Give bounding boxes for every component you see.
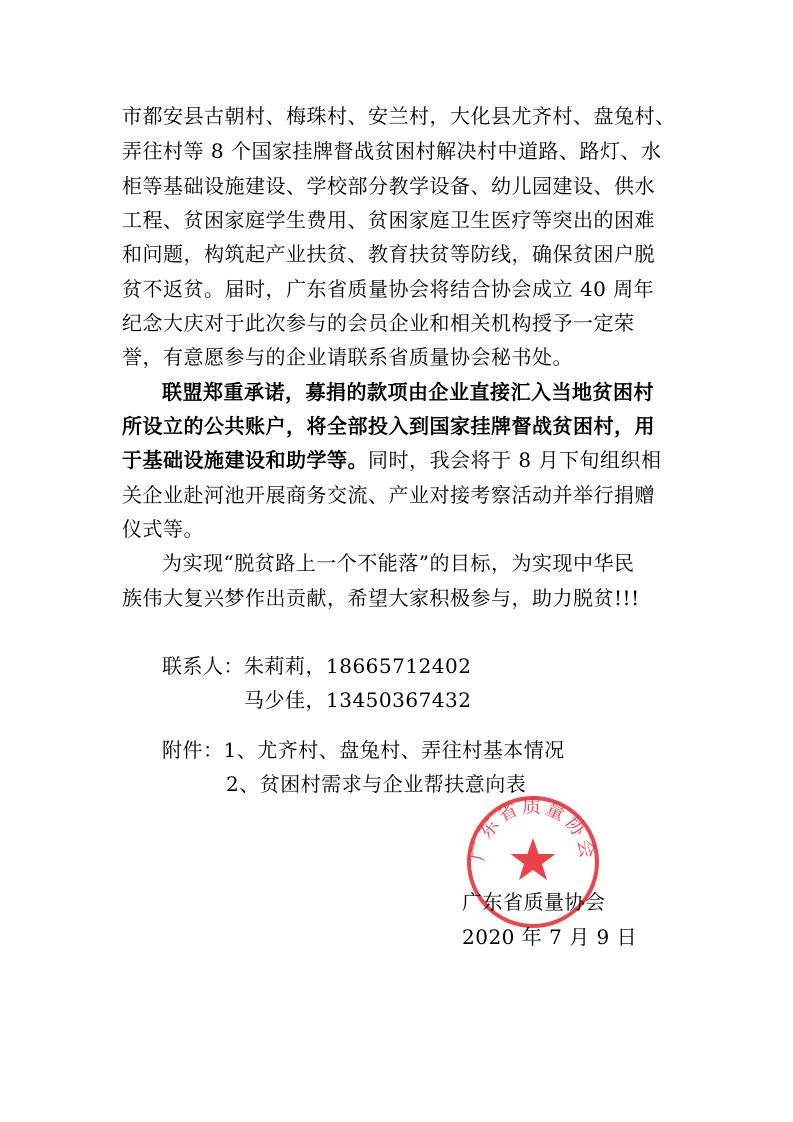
paragraph-2-line-3-normal: 同时，我会将于 8 月下旬组织相: [368, 448, 662, 472]
paragraph-3-line-2: 族伟大复兴梦作出贡献，希望大家积极参与，助力脱贫!!!: [122, 586, 640, 610]
paragraph-1-line-4: 工程、贫困家庭学生费用、贫困家庭卫生医疗等突出的困难: [122, 208, 655, 232]
paragraph-2-line-1: 联盟郑重承诺，募捐的款项由企业直接汇入当地贫困村: [162, 380, 654, 404]
contact-person-1: 朱莉莉，18665712402: [244, 654, 472, 678]
paragraph-1-line-8: 誉，有意愿参与的企业请联系省质量协会秘书处。: [122, 345, 573, 369]
attachment-item-2: 2、贫困村需求与企业帮扶意向表: [226, 772, 527, 796]
seal-star-icon: [511, 838, 556, 880]
paragraph-1-line-1: 市都安县古朝村、梅珠村、安兰村，大化县尤齐村、盘兔村、: [122, 104, 676, 128]
paragraph-1-line-6: 贫不返贫。届时，广东省质量协会将结合协会成立 40 周年: [122, 277, 655, 301]
contact-label: 联系人：: [162, 654, 244, 678]
seal-text: 广东省质量协会: [467, 795, 599, 863]
paragraph-1-line-2: 弄往村等 8 个国家挂牌督战贫困村解决村中道路、路灯、水: [122, 139, 662, 163]
signature-organization: 广东省质量协会: [462, 890, 606, 914]
signature-date: 2020 年 7 月 9 日: [462, 925, 638, 949]
paragraph-1-line-7: 纪念大庆对于此次参与的会员企业和相关机构授予一定荣: [122, 311, 635, 335]
paragraph-2-line-5: 仪式等。: [122, 517, 204, 541]
paragraph-2-line-2: 所设立的公共账户，将全部投入到国家挂牌督战贫困村，用: [122, 414, 655, 438]
paragraph-3-line-1: 为实现“脱贫路上一个不能落”的目标，为实现中华民: [162, 551, 635, 575]
attachment-item-1: 附件：1、尤齐村、盘兔村、弄往村基本情况: [162, 738, 565, 762]
paragraph-2-line-3: [122, 446, 661, 474]
paragraph-2-line-4: 关企业赴河池开展商务交流、产业对接考察活动并举行捐赠: [122, 483, 655, 507]
paragraph-2-line-3-bold: 于基础设施建设和助学等。: [122, 448, 368, 472]
paragraph-1-line-3: 柜等基础设施建设、学校部分教学设备、幼儿园建设、供水: [122, 174, 655, 198]
contact-person-2: 马少佳，13450367432: [244, 688, 472, 712]
paragraph-1-line-5: 和问题，构筑起产业扶贫、教育扶贫等防线，确保贫困户脱: [122, 242, 655, 266]
